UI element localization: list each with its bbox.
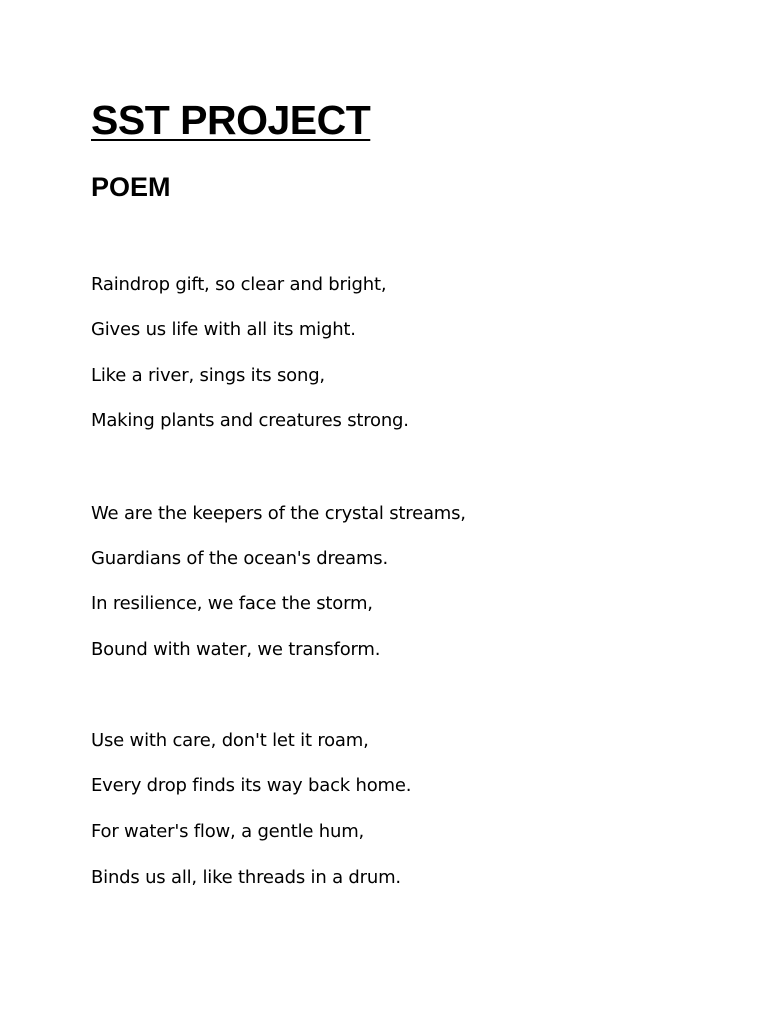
poem-line: Raindrop gift, so clear and bright, <box>91 274 387 295</box>
page-title: SST PROJECT <box>91 97 371 143</box>
poem-line: Like a river, sings its song, <box>91 365 325 386</box>
poem-line: Every drop finds its way back home. <box>91 775 412 796</box>
poem-line: Guardians of the ocean's dreams. <box>91 548 389 569</box>
poem-line: Binds us all, like threads in a drum. <box>91 867 401 888</box>
section-heading: POEM <box>91 172 171 202</box>
poem-line: In resilience, we face the storm, <box>91 593 373 614</box>
poem-line: We are the keepers of the crystal streams, <box>91 503 466 524</box>
poem-line: Gives us life with all its might. <box>91 319 356 340</box>
poem-line: Making plants and creatures strong. <box>91 410 409 431</box>
poem-line: Use with care, don't let it roam, <box>91 730 369 751</box>
poem-line: For water's flow, a gentle hum, <box>91 821 365 842</box>
poem-line: Bound with water, we transform. <box>91 639 381 660</box>
